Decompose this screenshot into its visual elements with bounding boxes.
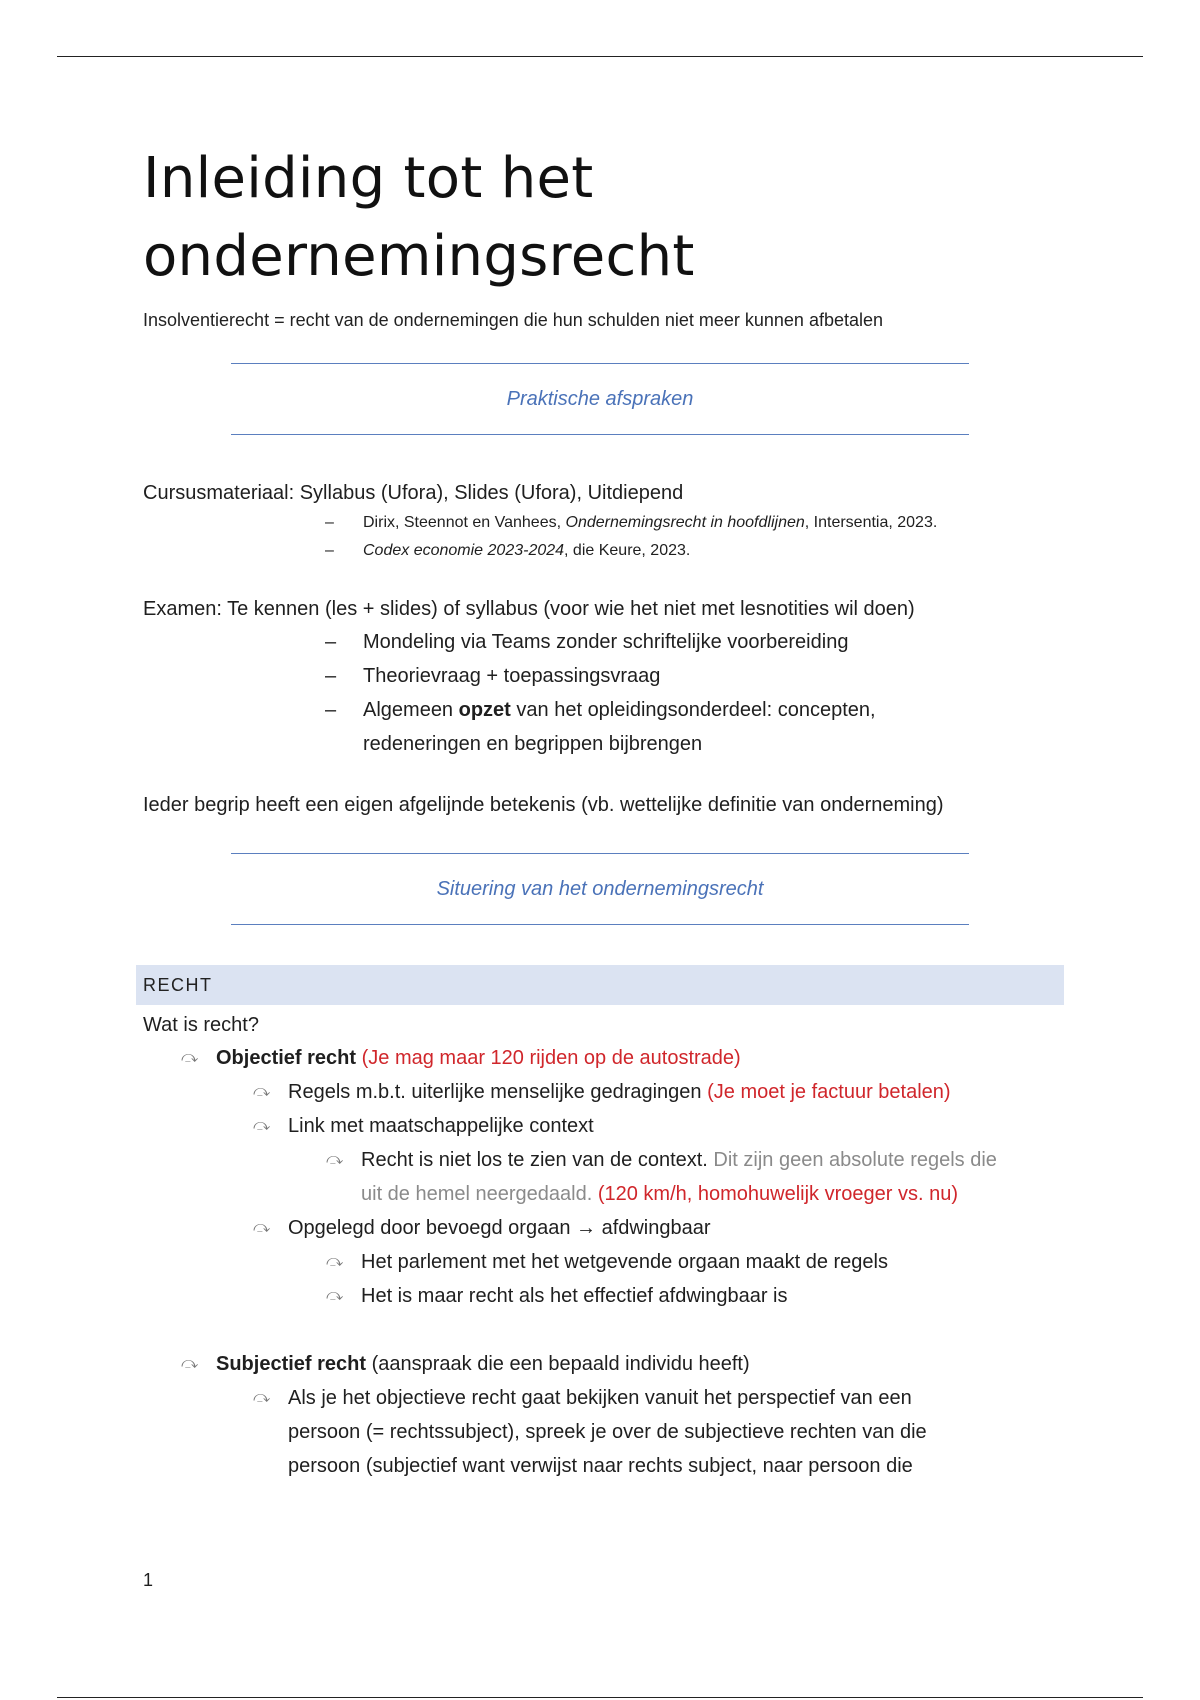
top-rule xyxy=(57,56,1143,57)
outline-item: ⤼ Regels m.b.t. uiterlijke menselijke gedragingen (Je moet je factuur betalen) xyxy=(143,1075,1063,1109)
outline-item-subjectief: ⤼ Subjectief recht (aanspraak die een bepaald individu heeft) xyxy=(143,1347,1063,1381)
heading-band-recht xyxy=(136,965,1064,1005)
arrow-bullet-icon: ⤼ xyxy=(253,1117,271,1134)
arrow-bullet-icon: ⤼ xyxy=(326,1253,344,1270)
list-item: – Algemeen opzet van het opleidingsonderdeel: concepten, redeneringen en begrippen bijbrengen xyxy=(325,693,1063,761)
arrow-bullet-icon: ⤼ xyxy=(181,1355,199,1372)
arrow-bullet-icon: ⤼ xyxy=(253,1219,271,1236)
cursus-list xyxy=(143,509,1063,565)
outline-item: ⤼ Het is maar recht als het effectief afdwingbaar is xyxy=(143,1279,1063,1313)
arrow-bullet-icon: ⤼ xyxy=(181,1049,199,1066)
list-item: – Mondeling via Teams zonder schriftelijke voorbereiding xyxy=(325,625,1063,659)
document-title xyxy=(143,140,1063,296)
begrip-text: Ieder begrip heeft een eigen afgelijnde betekenis (vb. wettelijke definitie van onderneming) xyxy=(143,794,944,816)
outline-item: ⤼ Opgelegd door bevoegd orgaan → afdwingbaar xyxy=(143,1211,1063,1245)
title-line-2: ondernemingsrecht xyxy=(143,224,695,289)
outline-tree xyxy=(143,1041,1063,1483)
outline-item: ⤼ Link met maatschappelijke context xyxy=(143,1109,1063,1143)
list-item: – Theorievraag + toepassingsvraag xyxy=(325,659,1063,693)
outline-item: ⤼ Als je het objectieve recht gaat bekijken vanuit het perspectief van een persoon (= rechtssubject), spreek je over de subjectieve rechten van die persoon (subjectief want verwijst naar rechts subject, naar persoon die xyxy=(143,1381,1063,1483)
section-heading-label: Praktische afspraken xyxy=(506,387,694,410)
section-heading-label: Situering van het ondernemingsrecht xyxy=(436,877,764,900)
examen-text: Examen: Te kennen (les + slides) of syllabus (voor wie het niet met lesnotities wil doen) xyxy=(143,598,915,620)
document-page xyxy=(143,140,1063,1483)
arrow-bullet-icon: ⤼ xyxy=(253,1083,271,1100)
bottom-rule xyxy=(57,1697,1143,1698)
outline-item: ⤼ Het parlement met het wetgevende orgaan maakt de regels xyxy=(143,1245,1063,1279)
list-item: – Dirix, Steennot en Vanhees, Ondernemingsrecht in hoofdlijnen, Intersentia, 2023. xyxy=(325,509,1063,537)
arrow-bullet-icon: ⤼ xyxy=(326,1151,344,1168)
arrow-bullet-icon: ⤼ xyxy=(326,1287,344,1304)
page-number: 1 xyxy=(143,1570,154,1590)
examen-list xyxy=(143,625,1063,761)
question-text: Wat is recht? xyxy=(143,1014,259,1036)
section-heading-praktische-afspraken xyxy=(231,363,969,435)
definition-text: Insolventierecht = recht van de ondernemingen die hun schulden niet meer kunnen afbetalen xyxy=(143,310,884,330)
arrow-bullet-icon: ⤼ xyxy=(253,1389,271,1406)
outline-item-objectief: ⤼ Objectief recht (Je mag maar 120 rijden op de autostrade) xyxy=(143,1041,1063,1075)
section-heading-situering xyxy=(231,853,969,925)
outline-item: ⤼ Recht is niet los te zien van de context. Dit zijn geen absolute regels die uit de hemel neergedaald. (120 km/h, homohuwelijk vroeger vs. nu) xyxy=(143,1143,1063,1211)
list-item: – Codex economie 2023-2024, die Keure, 2023. xyxy=(325,537,1063,565)
band-label: RECHT xyxy=(143,974,213,995)
title-line-1: Inleiding tot het xyxy=(143,146,594,211)
cursusmateriaal-text: Cursusmateriaal: Syllabus (Ufora), Slides (Ufora), Uitdiepend xyxy=(143,482,684,504)
